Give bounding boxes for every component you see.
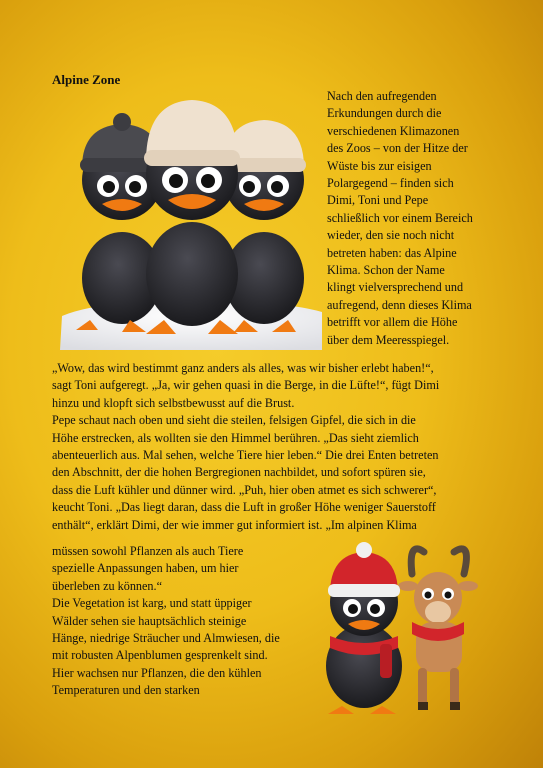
text-line: aufregend, denn dieses Klima (327, 297, 472, 312)
text-line: Klima. Schon der Name (327, 263, 445, 278)
text-line: Pepe schaut nach oben und sieht die steilen, felsigen Gipfel, die sich in die (52, 413, 416, 428)
text-line: Temperaturen und den starken (52, 683, 200, 698)
text-line: enthält“, erklärt Dimi, der wie immer gut informiert ist. „Im alpinen Klima (52, 517, 417, 532)
dialogue-paragraph-full-width (52, 360, 439, 534)
text-line: Erkundungen durch die (327, 106, 442, 121)
text-line: sagt Toni aufgeregt. „Ja, wir gehen quasi in die Berge, in die Lüfte!“, fügt Dimi (52, 378, 440, 393)
text-line: betrifft vor allem die Höhe (327, 315, 458, 330)
page-title: Alpine Zone (52, 72, 121, 87)
text-line: hinzu und klopft sich selbstbewusst auf die Brust. (52, 395, 295, 410)
text-line: des Zoos – von der Hitze der (327, 141, 468, 156)
text-line: Polargegend – finden sich (327, 176, 454, 191)
text-line: „Wow, das wird bestimmt ganz anders als alles, was wir bisher erlebt haben!“, (52, 361, 434, 375)
text-line: verschiedenen Klimazonen (327, 123, 460, 138)
text-line: schließlich vor einem Bereich (327, 210, 473, 225)
text-line: dass die Luft kühler und dünner wird. „Puh, hier oben atmet es sich schwerer“, (52, 482, 437, 497)
duck-red-beanie (326, 542, 402, 714)
text-line: überleben zu können.“ (52, 578, 162, 593)
text-line: betreten haben: das Alpine (327, 245, 457, 260)
duck-and-ibex-illustration (312, 540, 488, 718)
ibex (398, 549, 478, 710)
text-line: den Abschnitt, der die hohen Bergregionen nachbildet, und sofort spüren sie, (52, 465, 426, 480)
text-line: spezielle Anpassungen haben, um hier (52, 561, 239, 576)
intro-paragraph-right-column (327, 88, 473, 349)
text-line: wieder, den sie noch nicht (327, 228, 455, 243)
text-line: abenteuerlich aus. Mal sehen, welche Tiere hier leben.“ Die drei Enten betreten (52, 448, 439, 463)
three-ducks-illustration (60, 88, 322, 350)
text-line: Die Vegetation ist karg, und statt üppiger (52, 596, 252, 611)
text-line: Höhe erstrecken, als wollten sie den Himmel berühren. „Das sieht ziemlich (52, 430, 419, 445)
text-line: klingt vielversprechend und (327, 280, 464, 295)
vegetation-paragraph-left-column (52, 543, 280, 700)
text-line: Hier wachsen nur Pflanzen, die den kühlen (52, 665, 262, 680)
text-line: keucht Toni. „Das liegt daran, dass die Luft in großer Höhe weniger Sauerstoff (52, 500, 436, 515)
text-line: Nach den aufregenden (327, 89, 437, 103)
text-line: Wälder sehen sie hauptsächlich steinige (52, 613, 247, 628)
duck-center (144, 100, 240, 334)
text-line: über dem Meeresspiegel. (327, 332, 450, 347)
text-line: müssen sowohl Pflanzen als auch Tiere (52, 544, 244, 558)
text-line: Hänge, niedrige Sträucher und Almwiesen, die (52, 631, 280, 646)
text-line: Wüste bis zur eisigen (327, 158, 432, 173)
text-line: mit robusten Alpenblumen gesprenkelt sind. (52, 648, 268, 663)
text-line: Dimi, Toni und Pepe (327, 193, 429, 208)
